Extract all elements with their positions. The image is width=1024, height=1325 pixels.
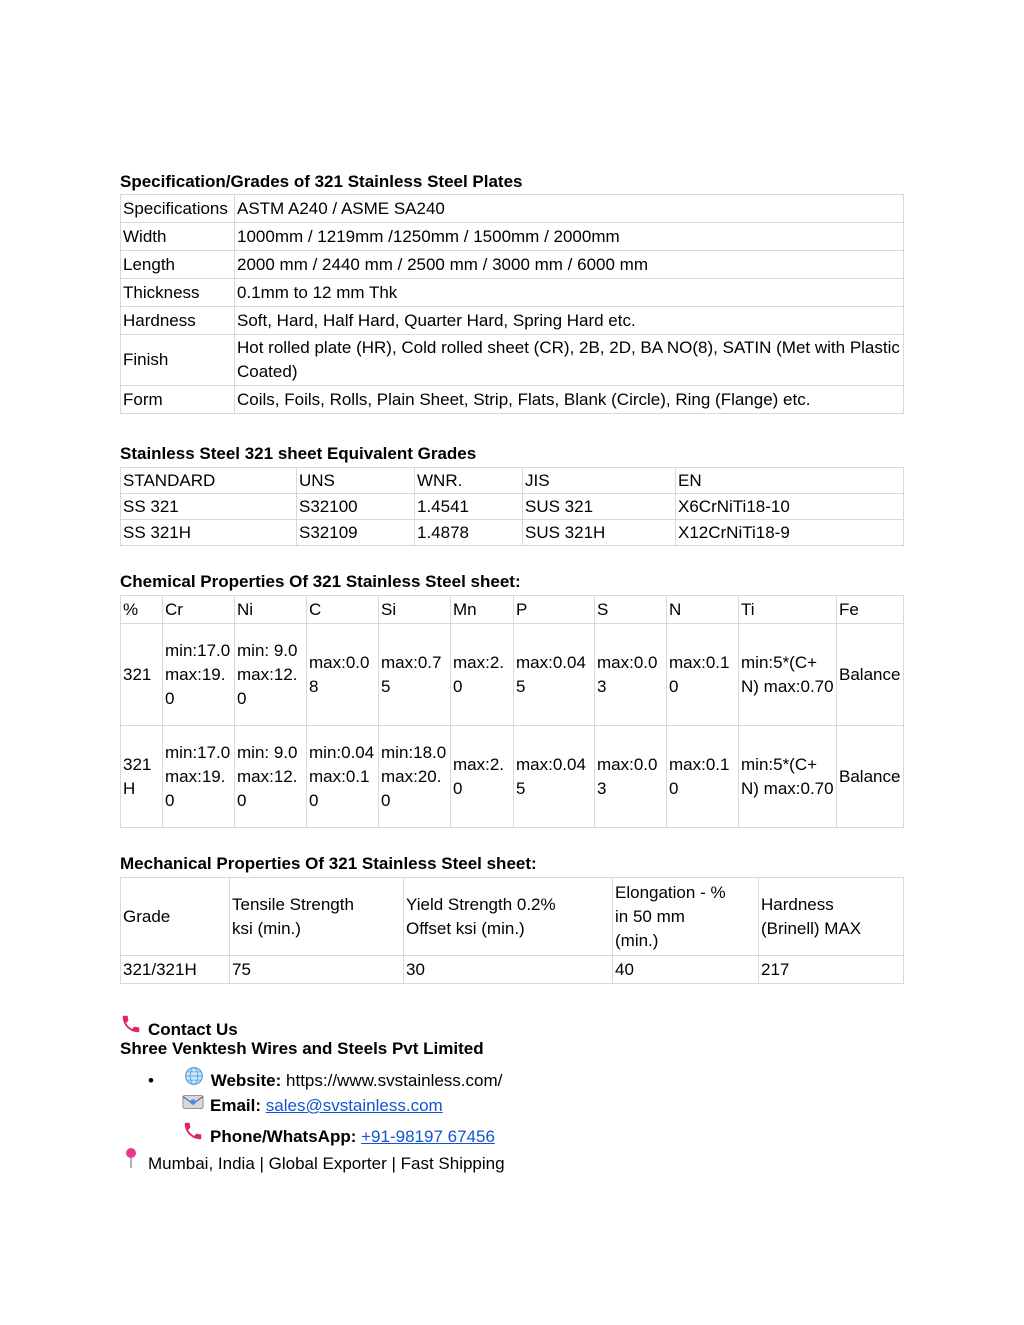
phone-line (182, 1120, 495, 1147)
table-cell: max:0.03 (595, 624, 667, 726)
table-row (121, 251, 904, 279)
table-cell: min: 9.0 max:12.0 (235, 624, 307, 726)
table-cell: 30 (404, 956, 613, 984)
table-cell: max:0.10 (667, 624, 739, 726)
email-line (182, 1093, 443, 1116)
table-cell: min:5*(C+N) max:0.70 (739, 726, 837, 828)
table-cell: min:18.0 max:20.0 (379, 726, 451, 828)
table-cell: min:0.04 max:0.10 (307, 726, 379, 828)
spec-value: Hot rolled plate (HR), Cold rolled sheet (CR), 2B, 2D, BA NO(8), SATIN (Met with Plastic Coated) (235, 335, 904, 386)
table-cell: max:0.08 (307, 624, 379, 726)
table-row (121, 520, 904, 546)
table-cell: 321/321H (121, 956, 230, 984)
column-header: Ti (739, 596, 837, 624)
column-header: EN (676, 468, 904, 494)
column-header: UNS (297, 468, 415, 494)
spec-value: 0.1mm to 12 mm Thk (235, 279, 904, 307)
column-header: Hardness (Brinell) MAX (759, 878, 904, 956)
chem-title: Chemical Properties Of 321 Stainless Steel sheet: (120, 572, 521, 591)
table-row (121, 223, 904, 251)
column-header: % (121, 596, 163, 624)
chem-table (120, 595, 904, 828)
column-header: Grade (121, 878, 230, 956)
column-header: Fe (837, 596, 904, 624)
website-line (148, 1066, 502, 1091)
table-cell: max:2.0 (451, 624, 514, 726)
table-cell: 321 H (121, 726, 163, 828)
column-header: Elongation - % in 50 mm (min.) (613, 878, 759, 956)
equiv-title: Stainless Steel 321 sheet Equivalent Grades (120, 444, 477, 463)
table-cell: max:0.03 (595, 726, 667, 828)
phone-icon (120, 1013, 142, 1040)
spec-label: Specifications (121, 195, 235, 223)
table-cell: min:17.0 max:19.0 (163, 624, 235, 726)
table-header-row (121, 596, 904, 624)
table-row (121, 307, 904, 335)
table-cell: SS 321H (121, 520, 297, 546)
table-cell: 1.4541 (415, 494, 523, 520)
table-row (121, 386, 904, 414)
table-cell: SS 321 (121, 494, 297, 520)
table-cell: 1.4878 (415, 520, 523, 546)
table-cell: X12CrNiTi18-9 (676, 520, 904, 546)
table-row (121, 726, 904, 828)
column-header: S (595, 596, 667, 624)
table-cell: max:0.10 (667, 726, 739, 828)
website-value[interactable]: https://www.svstainless.com/ (286, 1071, 503, 1090)
table-cell: S32100 (297, 494, 415, 520)
column-header: Cr (163, 596, 235, 624)
location-line (120, 1147, 505, 1174)
phone-link[interactable]: +91-98197 67456 (361, 1127, 495, 1146)
table-row (121, 335, 904, 386)
contact-heading (120, 1013, 238, 1040)
spec-label: Form (121, 386, 235, 414)
email-label: Email: (210, 1096, 262, 1115)
column-header: Ni (235, 596, 307, 624)
column-header: STANDARD (121, 468, 297, 494)
column-header: Yield Strength 0.2% Offset ksi (min.) (404, 878, 613, 956)
table-row (121, 494, 904, 520)
column-header: C (307, 596, 379, 624)
table-cell: S32109 (297, 520, 415, 546)
spec-value: 2000 mm / 2440 mm / 2500 mm / 3000 mm / 6000 mm (235, 251, 904, 279)
mech-title: Mechanical Properties Of 321 Stainless Steel sheet: (120, 854, 537, 873)
table-cell: min:5*(C+N) max:0.70 (739, 624, 837, 726)
table-cell: X6CrNiTi18-10 (676, 494, 904, 520)
table-cell: 217 (759, 956, 904, 984)
company-name: Shree Venktesh Wires and Steels Pvt Limited (120, 1039, 484, 1058)
table-cell: max:0.045 (514, 624, 595, 726)
email-link[interactable]: sales@svstainless.com (265, 1096, 443, 1115)
spec-label: Hardness (121, 307, 235, 335)
table-cell: max:2.0 (451, 726, 514, 828)
column-header: Mn (451, 596, 514, 624)
mech-table (120, 877, 904, 984)
website-label: Website: (210, 1071, 282, 1090)
column-header: Si (379, 596, 451, 624)
spec-table (120, 194, 904, 414)
table-cell: 321 (121, 624, 163, 726)
table-cell: Balance (837, 726, 904, 828)
envelope-icon (182, 1093, 204, 1116)
column-header: WNR. (415, 468, 523, 494)
table-row (121, 279, 904, 307)
phone-icon (182, 1120, 204, 1147)
location-text: Mumbai, India | Global Exporter | Fast Shipping (148, 1154, 505, 1173)
globe-icon (183, 1066, 205, 1091)
table-row (121, 624, 904, 726)
spec-label: Finish (121, 335, 235, 386)
table-cell: SUS 321H (523, 520, 676, 546)
table-header-row (121, 878, 904, 956)
table-cell: max:0.75 (379, 624, 451, 726)
table-cell: min: 9.0 max:12.0 (235, 726, 307, 828)
table-cell: min:17.0 max:19.0 (163, 726, 235, 828)
table-cell: 40 (613, 956, 759, 984)
pin-icon (120, 1147, 142, 1174)
spec-value: Soft, Hard, Half Hard, Quarter Hard, Spring Hard etc. (235, 307, 904, 335)
column-header: JIS (523, 468, 676, 494)
spec-label: Thickness (121, 279, 235, 307)
equiv-table (120, 467, 904, 546)
spec-value: ASTM A240 / ASME SA240 (235, 195, 904, 223)
spec-label: Width (121, 223, 235, 251)
contact-heading-text: Contact Us (148, 1020, 238, 1039)
table-cell: Balance (837, 624, 904, 726)
spec-title: Specification/Grades of 321 Stainless Steel Plates (120, 172, 523, 191)
bullet: • (148, 1071, 154, 1090)
table-cell: SUS 321 (523, 494, 676, 520)
table-header-row (121, 468, 904, 494)
spec-value: Coils, Foils, Rolls, Plain Sheet, Strip, Flats, Blank (Circle), Ring (Flange) etc. (235, 386, 904, 414)
spec-value: 1000mm / 1219mm /1250mm / 1500mm / 2000mm (235, 223, 904, 251)
table-cell: 75 (230, 956, 404, 984)
table-cell: max:0.045 (514, 726, 595, 828)
column-header: Tensile Strength ksi (min.) (230, 878, 404, 956)
table-row (121, 956, 904, 984)
column-header: P (514, 596, 595, 624)
column-header: N (667, 596, 739, 624)
phone-label: Phone/WhatsApp: (210, 1127, 357, 1146)
spec-label: Length (121, 251, 235, 279)
table-row (121, 195, 904, 223)
